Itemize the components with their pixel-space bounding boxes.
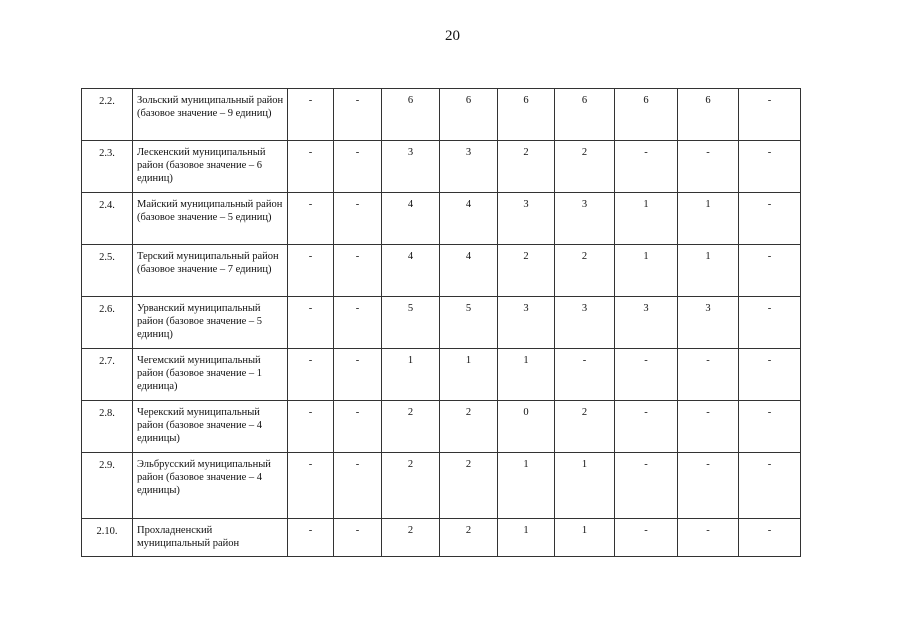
value-cell: 2 (382, 401, 440, 453)
value-cell: 2 (440, 453, 498, 519)
value-cell: 1 (498, 453, 555, 519)
value-cell: 1 (555, 519, 615, 557)
row-number-cell: 2.9. (82, 453, 133, 519)
value-cell: 3 (555, 193, 615, 245)
value-cell: 3 (498, 297, 555, 349)
value-cell: 0 (498, 401, 555, 453)
value-cell: 6 (440, 89, 498, 141)
value-cell: 4 (382, 245, 440, 297)
value-cell: - (739, 401, 801, 453)
district-name-cell: Майский муниципальный район (базовое значение – 5 единиц) (133, 193, 288, 245)
district-name-cell: Чегемский муниципальный район (базовое значение – 1 единица) (133, 349, 288, 401)
value-cell: 2 (498, 141, 555, 193)
value-cell: 1 (382, 349, 440, 401)
value-cell: - (678, 519, 739, 557)
value-cell: - (288, 193, 334, 245)
row-number-cell: 2.2. (82, 89, 133, 141)
value-cell: 3 (615, 297, 678, 349)
value-cell: 2 (382, 519, 440, 557)
value-cell: - (615, 453, 678, 519)
value-cell: 1 (440, 349, 498, 401)
table-row (82, 245, 801, 297)
table-body (82, 89, 801, 557)
page-number: 20 (445, 28, 460, 44)
value-cell: - (334, 349, 382, 401)
value-cell: - (334, 193, 382, 245)
value-cell: - (615, 401, 678, 453)
value-cell: - (288, 401, 334, 453)
value-cell: 4 (382, 193, 440, 245)
value-cell: - (288, 349, 334, 401)
value-cell: - (678, 401, 739, 453)
table-row (82, 401, 801, 453)
value-cell: - (739, 89, 801, 141)
value-cell: 3 (555, 297, 615, 349)
table-row (82, 453, 801, 519)
value-cell: - (739, 349, 801, 401)
value-cell: - (288, 89, 334, 141)
value-cell: 1 (615, 245, 678, 297)
row-number-cell: 2.6. (82, 297, 133, 349)
value-cell: 2 (498, 245, 555, 297)
table-row (82, 89, 801, 141)
value-cell: - (739, 297, 801, 349)
value-cell: - (334, 401, 382, 453)
value-cell: - (555, 349, 615, 401)
value-cell: 1 (615, 193, 678, 245)
value-cell: - (739, 193, 801, 245)
district-name-cell: Черекский муниципальный район (базовое значение – 4 единицы) (133, 401, 288, 453)
district-name-cell: Эльбрусский муниципальный район (базовое значение – 4 единицы) (133, 453, 288, 519)
table-row (82, 141, 801, 193)
table-row (82, 193, 801, 245)
value-cell: 6 (615, 89, 678, 141)
district-name-cell: Терский муниципальный район (базовое значение – 7 единиц) (133, 245, 288, 297)
value-cell: 2 (382, 453, 440, 519)
table-row (82, 349, 801, 401)
row-number-cell: 2.4. (82, 193, 133, 245)
value-cell: - (288, 245, 334, 297)
value-cell: - (288, 519, 334, 557)
value-cell: - (615, 141, 678, 193)
value-cell: - (678, 453, 739, 519)
value-cell: - (334, 297, 382, 349)
value-cell: - (678, 141, 739, 193)
value-cell: - (615, 349, 678, 401)
value-cell: 1 (678, 245, 739, 297)
value-cell: 6 (498, 89, 555, 141)
district-name-cell: Зольский муниципальный район (базовое значение – 9 единиц) (133, 89, 288, 141)
value-cell: - (739, 245, 801, 297)
district-name-cell: Лескенский муниципальный район (базовое значение – 6 единиц) (133, 141, 288, 193)
value-cell: - (288, 297, 334, 349)
value-cell: 3 (498, 193, 555, 245)
value-cell: 1 (678, 193, 739, 245)
value-cell: 1 (498, 519, 555, 557)
table-row (82, 297, 801, 349)
district-name-cell: Урванский муниципальный район (базовое значение – 5 единиц) (133, 297, 288, 349)
value-cell: 4 (440, 245, 498, 297)
value-cell: - (334, 89, 382, 141)
value-cell: - (615, 519, 678, 557)
value-cell: 2 (555, 401, 615, 453)
value-cell: - (334, 245, 382, 297)
data-table (81, 88, 801, 557)
value-cell: - (288, 141, 334, 193)
value-cell: 2 (440, 519, 498, 557)
table-row (82, 519, 801, 557)
value-cell: 2 (555, 245, 615, 297)
value-cell: - (739, 453, 801, 519)
row-number-cell: 2.3. (82, 141, 133, 193)
district-name-cell: Прохладненский муниципальный район (133, 519, 288, 557)
value-cell: - (334, 519, 382, 557)
value-cell: 4 (440, 193, 498, 245)
value-cell: 3 (440, 141, 498, 193)
value-cell: 5 (382, 297, 440, 349)
row-number-cell: 2.5. (82, 245, 133, 297)
value-cell: 6 (555, 89, 615, 141)
value-cell: - (334, 141, 382, 193)
value-cell: - (739, 141, 801, 193)
row-number-cell: 2.8. (82, 401, 133, 453)
value-cell: 2 (440, 401, 498, 453)
value-cell: 6 (382, 89, 440, 141)
value-cell: - (288, 453, 334, 519)
value-cell: 3 (382, 141, 440, 193)
value-cell: - (678, 349, 739, 401)
row-number-cell: 2.10. (82, 519, 133, 557)
value-cell: - (334, 453, 382, 519)
value-cell: 5 (440, 297, 498, 349)
value-cell: 1 (498, 349, 555, 401)
value-cell: 3 (678, 297, 739, 349)
value-cell: 2 (555, 141, 615, 193)
value-cell: 6 (678, 89, 739, 141)
row-number-cell: 2.7. (82, 349, 133, 401)
value-cell: 1 (555, 453, 615, 519)
value-cell: - (739, 519, 801, 557)
